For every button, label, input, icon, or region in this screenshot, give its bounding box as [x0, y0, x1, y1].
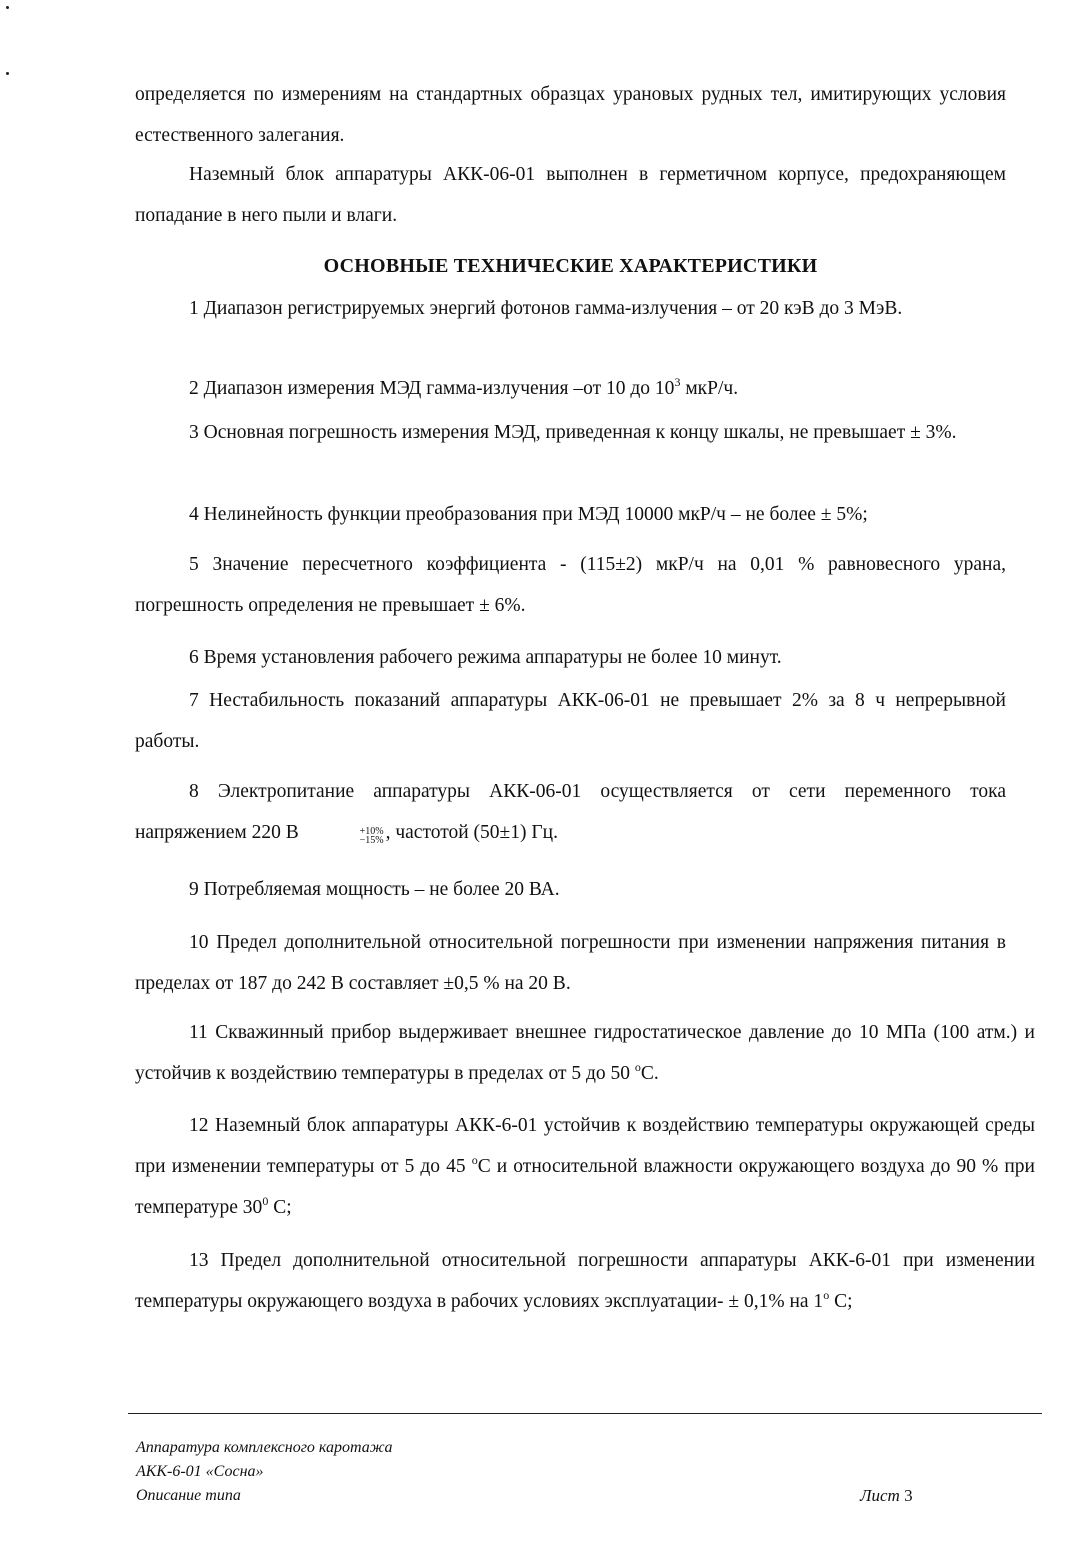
sheet-number — [860, 1485, 913, 1507]
spec-item-11-unit: С. — [640, 1063, 659, 1084]
exponent: 3 — [674, 375, 681, 389]
spec-item-12-text: 12 Наземный блок аппаратуры АКК-6-01 устойчив к воздействию температуры окружающей среды при изменении температуры от 5 до 45 — [135, 1115, 1035, 1177]
scan-speck — [6, 6, 9, 9]
degree-mark: о — [823, 1288, 830, 1302]
voltage-tolerance — [306, 827, 384, 845]
footer-title-line-2: АКК-6-01 «Сосна» — [136, 1463, 264, 1480]
spec-item-9: 9 Потребляемая мощность – не более 20 ВА. — [189, 879, 560, 900]
degree-mark: о — [634, 1060, 641, 1074]
scan-speck — [6, 72, 9, 75]
spec-item-13 — [135, 1240, 1035, 1322]
tolerance-lower: −15% — [359, 835, 384, 846]
spec-item-8-text: 8 Электропитание аппаратуры АКК-06-01 осуществляется от сети переменного тока напряжением 220 В — [135, 781, 1006, 843]
intro-paragraph-2: Наземный блок аппаратуры АКК-06-01 выполнен в герметичном корпусе, предохраняющем попадание в него пыли и влаги. — [135, 164, 1006, 226]
degree-mark: 0 — [262, 1194, 269, 1208]
section-heading: ОСНОВНЫЕ ТЕХНИЧЕСКИЕ ХАРАКТЕРИСТИКИ — [323, 255, 818, 277]
spec-item-5: 5 Значение пересчетного коэффициента - (115±2) мкР/ч на 0,01 % равновесного урана, погрешность определения не превышает ± 6%. — [135, 554, 1006, 616]
footer-divider — [128, 1413, 1042, 1414]
spec-item-10: 10 Предел дополнительной относительной погрешности при изменении напряжения питания в пределах от 187 до 242 В составляет ±0,5 % на 20 В. — [135, 932, 1006, 994]
sheet-value: 3 — [904, 1486, 913, 1505]
spec-item-7: 7 Нестабильность показаний аппаратуры АКК-06-01 не превышает 2% за 8 ч непрерывной работы. — [135, 690, 1006, 752]
spec-item-4: 4 Нелинейность функции преобразования при МЭД 10000 мкР/ч – не более ± 5%; — [189, 504, 868, 525]
spec-item-6: 6 Время установления рабочего режима аппаратуры не более 10 минут. — [189, 647, 782, 668]
spec-item-8-freq: , частотой (50±1) Гц. — [385, 822, 558, 843]
spec-item-2-unit: мкР/ч. — [680, 378, 739, 399]
spec-item-2 — [135, 368, 1006, 409]
footer-title-line-1: Аппаратура комплексного каротажа — [136, 1439, 393, 1456]
spec-item-2-text: 2 Диапазон измерения МЭД гамма-излучения –от 10 до 10 — [189, 378, 675, 399]
sheet-label: Лист — [860, 1486, 900, 1505]
spec-item-12-unit: С; — [268, 1197, 292, 1218]
spec-item-13-text: 13 Предел дополнительной относительной погрешности аппаратуры АКК-6-01 при изменении температуры окружающего воздуха в рабочих условиях эксплуатации- ± 0,1% на 1 — [135, 1250, 1035, 1312]
spec-item-1: 1 Диапазон регистрируемых энергий фотонов гамма-излучения – от 20 кэВ до 3 МэВ. — [189, 298, 903, 319]
spec-item-3: 3 Основная погрешность измерения МЭД, приведенная к концу шкалы, не превышает ± 3%. — [189, 422, 957, 443]
spec-item-12-text-2: С и относительной влажности окружающего воздуха до 90 % при температуре 30 — [135, 1156, 1035, 1218]
tolerance-upper: +10% — [359, 826, 384, 837]
footer-title-line-3: Описание типа — [136, 1487, 241, 1504]
spec-item-12 — [135, 1105, 1035, 1228]
spec-item-13-unit: С; — [829, 1291, 853, 1312]
spec-item-11 — [135, 1012, 1035, 1094]
spec-item-8 — [135, 771, 1006, 853]
intro-paragraph-1: определяется по измерениям на стандартных образцах урановых рудных тел, имитирующих условия естественного залегания. — [135, 84, 1006, 146]
spec-item-11-text: 11 Скважинный прибор выдерживает внешнее гидростатическое давление до 10 МПа (100 атм.) и устойчив к воздействию температуры в пределах от 5 до 50 — [135, 1022, 1035, 1084]
degree-mark: о — [471, 1153, 478, 1167]
